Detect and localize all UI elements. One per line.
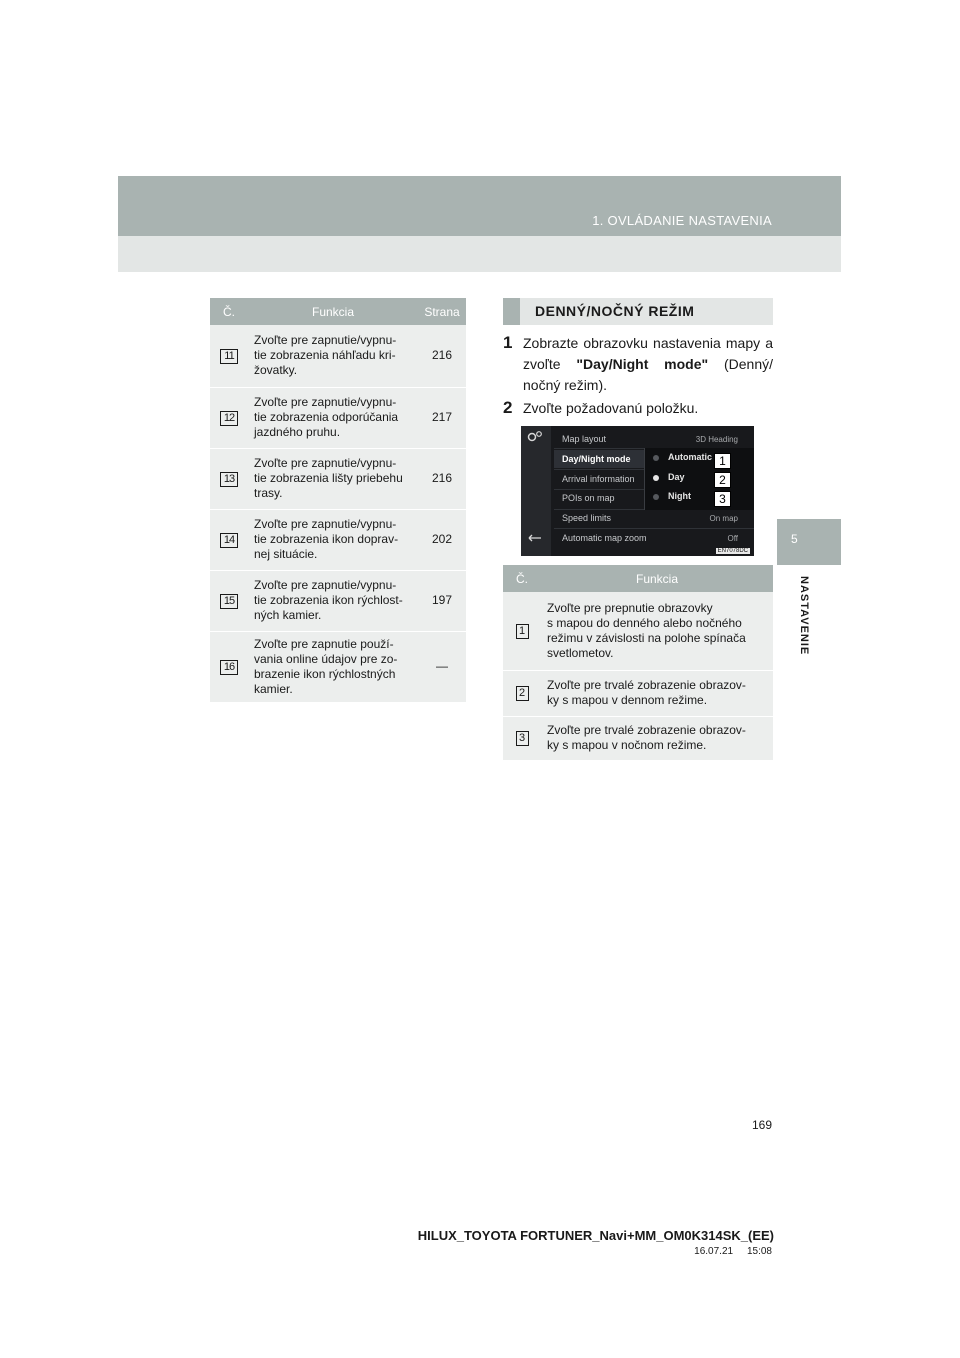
- number-box: 13: [220, 472, 238, 487]
- screen-value-speed: On map: [709, 514, 738, 523]
- option-night: Night: [668, 491, 691, 501]
- row-number: [503, 592, 541, 670]
- left-function-table: [210, 298, 466, 703]
- number-box: 12: [220, 411, 238, 426]
- number-box: 11: [220, 349, 238, 364]
- right-function-table: [503, 565, 773, 761]
- row-number: [210, 570, 248, 631]
- step-text: Zvoľte požadovanú položku.: [523, 400, 699, 416]
- col-header-page: Strana: [418, 298, 466, 325]
- row-number: [210, 325, 248, 387]
- table-row: [210, 387, 466, 448]
- number-box: 3: [516, 731, 529, 746]
- mode-popup: [644, 448, 754, 510]
- row-number: [210, 448, 248, 509]
- table-row: [503, 592, 773, 670]
- radio-night: [653, 494, 659, 500]
- screen-row-zoom: Automatic map zoom: [562, 533, 647, 543]
- image-code: EN7078DC: [717, 548, 748, 554]
- row-function: Zvoľte pre zapnutie/vypnu- tie zobrazenia lišty priebehu trasy.: [248, 448, 418, 509]
- row-page: 216: [418, 448, 466, 509]
- screen-value-map-layout: 3D Heading: [695, 435, 738, 444]
- step-text: Zobrazte obrazovku nastavenia mapy a zvoľte "Day/Night mode" (Denný/ nočný režim).: [523, 335, 773, 393]
- heading-mark: [503, 298, 520, 325]
- option-day: Day: [668, 472, 685, 482]
- screen-row-day-night: Day/Night mode: [562, 454, 631, 464]
- number-box: 14: [220, 533, 238, 548]
- screen-row-pois: POIs on map: [562, 493, 615, 503]
- document-title: HILUX_TOYOTA FORTUNER_Navi+MM_OM0K314SK_(EE): [417, 1228, 774, 1243]
- step-1: [503, 333, 773, 395]
- row-function: Zvoľte pre zapnutie použí- vania online údajov pre zo- brazenie ikon rýchlostných kamier.: [248, 631, 418, 702]
- document-date: 16.07.21 15:08: [694, 1246, 772, 1257]
- table-row: [210, 631, 466, 702]
- row-page: 216: [418, 325, 466, 387]
- step-number: 2: [503, 398, 513, 417]
- number-box: 15: [220, 594, 238, 609]
- row-page: —: [418, 631, 466, 702]
- row-function: Zvoľte pre zapnutie/vypnu- tie zobrazenia ikon doprav- nej situácie.: [248, 509, 418, 570]
- row-divider: [554, 528, 754, 529]
- row-page: 217: [418, 387, 466, 448]
- row-number: [210, 631, 248, 702]
- row-function: Zvoľte pre zapnutie/vypnu- tie zobrazenia odporúčania jazdného pruhu.: [248, 387, 418, 448]
- section-heading: [503, 298, 773, 325]
- table-row: [210, 325, 466, 387]
- step-2: [503, 398, 773, 420]
- callout-2: 2: [714, 472, 731, 488]
- number-box: 2: [516, 686, 529, 701]
- row-function: Zvoľte pre zapnutie/vypnu- tie zobrazenia náhľadu kri- žovatky.: [248, 325, 418, 387]
- col-header-number: Č.: [210, 298, 248, 325]
- settings-icon: [521, 426, 551, 556]
- callout-3: 3: [714, 491, 731, 507]
- step-number: 1: [503, 333, 513, 352]
- radio-day: [653, 475, 659, 481]
- table-row: [210, 509, 466, 570]
- screen-row-arrival: Arrival information: [562, 474, 635, 484]
- row-number: [210, 509, 248, 570]
- screen-row-speed: Speed limits: [562, 513, 612, 523]
- callout-1: 1: [714, 453, 731, 469]
- table-row: [503, 670, 773, 716]
- row-function: Zvoľte pre trvalé zobrazenie obrazov- ky s mapou v nočnom režime.: [541, 716, 773, 760]
- chapter-tab: [777, 519, 841, 565]
- row-function: Zvoľte pre zapnutie/vypnu- tie zobrazenia ikon rýchlost- ných kamier.: [248, 570, 418, 631]
- header-subband: [118, 236, 841, 272]
- screen-value-zoom: Off: [727, 534, 738, 543]
- navigation-screen-image: [521, 426, 754, 556]
- col-header-function: Funkcia: [541, 565, 773, 592]
- table-row: [210, 448, 466, 509]
- chapter-number: 5: [791, 532, 798, 546]
- table-row: [210, 570, 466, 631]
- section-title: 1. OVLÁDANIE NASTAVENIA: [592, 213, 772, 228]
- row-function: Zvoľte pre prepnutie obrazovky s mapou do denného alebo nočného režimu v závislosti na polohe spínača svetlometov.: [541, 592, 773, 670]
- option-automatic: Automatic: [668, 452, 713, 462]
- col-header-number: Č.: [503, 565, 541, 592]
- chapter-label: NASTAVENIE: [798, 576, 810, 656]
- row-function: Zvoľte pre trvalé zobrazenie obrazov- ky s mapou v dennom režime.: [541, 670, 773, 716]
- screen-row-map-layout: Map layout: [562, 434, 607, 444]
- section-heading-text: DENNÝ/NOČNÝ REŽIM: [535, 303, 695, 319]
- row-number: [503, 670, 541, 716]
- row-page: 202: [418, 509, 466, 570]
- number-box: 1: [516, 624, 529, 639]
- number-box: 16: [220, 660, 238, 675]
- row-number: [210, 387, 248, 448]
- row-number: [503, 716, 541, 760]
- row-page: 197: [418, 570, 466, 631]
- table-row: [503, 716, 773, 760]
- radio-automatic: [653, 455, 659, 461]
- col-header-function: Funkcia: [248, 298, 418, 325]
- page-number: 169: [751, 1118, 772, 1132]
- screen-left-panel: [521, 426, 551, 556]
